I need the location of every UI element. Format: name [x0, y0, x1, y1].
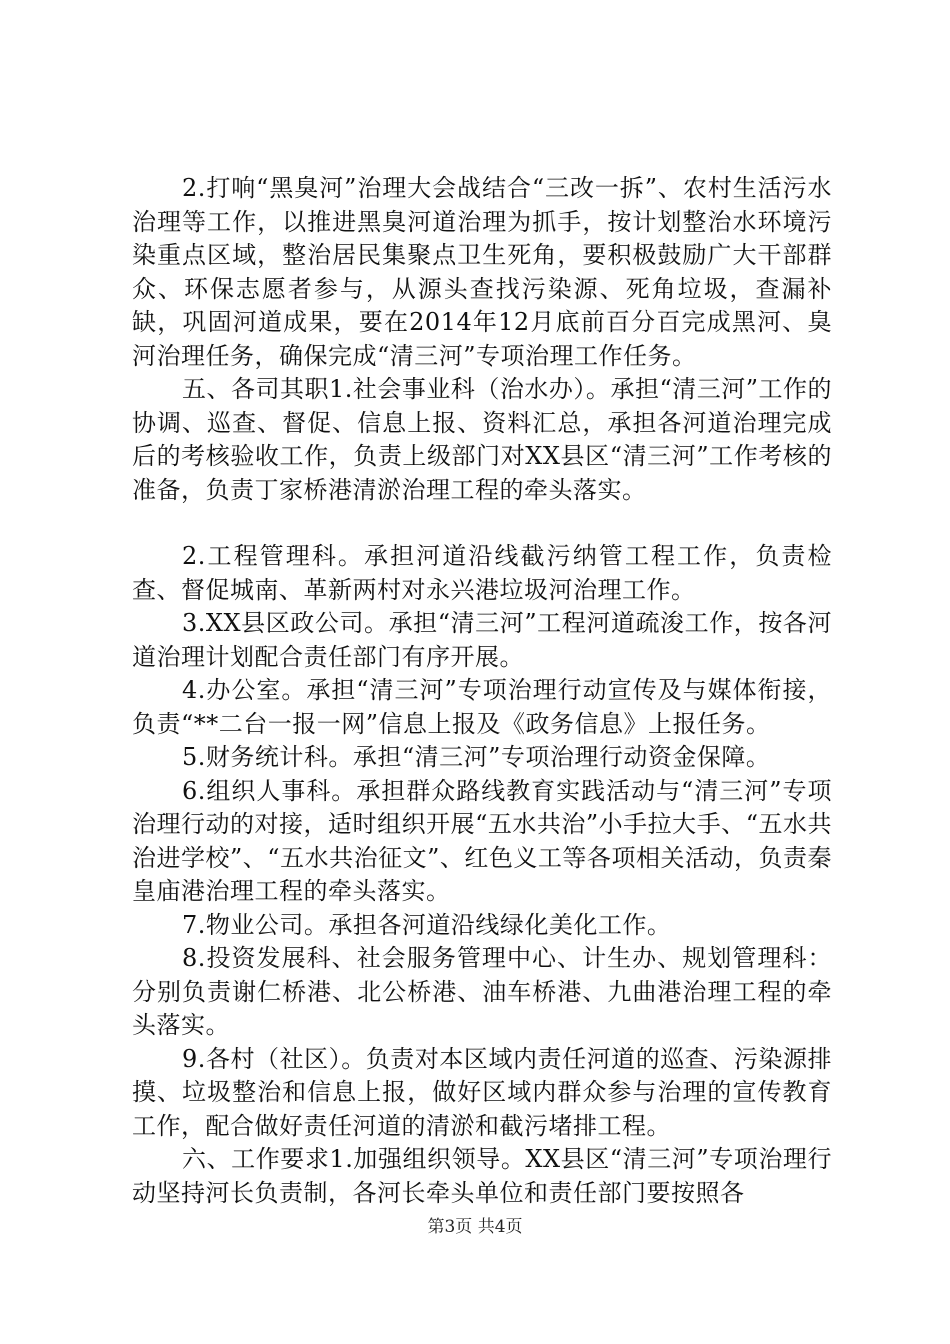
- paragraph-office: 4.办公室。承担“清三河”专项治理行动宣传及与媒体衔接，负责“**二台一报一网”信息上报及《政务信息》上报任务。: [132, 676, 832, 738]
- page-number-footer: 第3页 共4页: [427, 1217, 523, 1237]
- paragraph-municipal-company: 3.XX县区政公司。承担“清三河”工程河道疏浚工作，按各河道治理计划配合责任部门有序开展。: [132, 609, 832, 671]
- paragraph-section-5: 五、各司其职1.社会事业科（治水办）。承担“清三河”工作的协调、巡查、督促、信息上报、资料汇总，承担各河道治理完成后的考核验收工作，负责上级部门对XX县区“清三河”工作考核的准备，负责丁家桥港清淤治理工程的牵头落实。: [132, 375, 832, 504]
- paragraph-property: 7.物业公司。承担各河道沿线绿化美化工作。: [182, 910, 672, 939]
- paragraph-item-2: 2.打响“黑臭河”治理大会战结合“三改一拆”、农村生活污水治理等工作，以推进黑臭河道治理为抓手，按计划整治水环境污染重点区域，整治居民集聚点卫生死角，要积极鼓励广大干部群众、环保志愿者参与，从源头查找污染源、死角垃圾，查漏补缺，巩固河道成果，要在2014年12月底前百分百完成黑河、臭河治理任务，确保完成“清三河”专项治理工作任务。: [132, 174, 832, 370]
- paragraph-engineering-dept: 2.工程管理科。承担河道沿线截污纳管工程工作，负责检查、督促城南、革新两村对永兴港垃圾河治理工作。: [132, 542, 832, 604]
- paragraph-investment: 8.投资发展科、社会服务管理中心、计生办、规划管理科：分别负责谢仁桥港、北公桥港、油车桥港、九曲港治理工程的牵头落实。: [132, 944, 832, 1039]
- paragraph-section-6: 六、工作要求1.加强组织领导。XX县区“清三河”专项治理行动坚持河长负责制，各河长牵头单位和责任部门要按照各: [132, 1145, 832, 1207]
- paragraph-personnel: 6.组织人事科。承担群众路线教育实践活动与“清三河”专项治理行动的对接，适时组织开展“五水共治”小手拉大手、“五水共治进学校”、“五水共治征文”、红色义工等各项相关活动，负责秦皇庙港治理工程的牵头落实。: [132, 776, 832, 905]
- paragraph-villages: 9.各村（社区）。负责对本区域内责任河道的巡查、污染源排摸、垃圾整治和信息上报，做好区域内群众参与治理的宣传教育工作，配合做好责任河道的清淤和截污堵排工程。: [132, 1044, 832, 1140]
- paragraph-finance: 5.财务统计科。承担“清三河”专项治理行动资金保障。: [182, 743, 771, 771]
- document-body: [132, 172, 832, 1210]
